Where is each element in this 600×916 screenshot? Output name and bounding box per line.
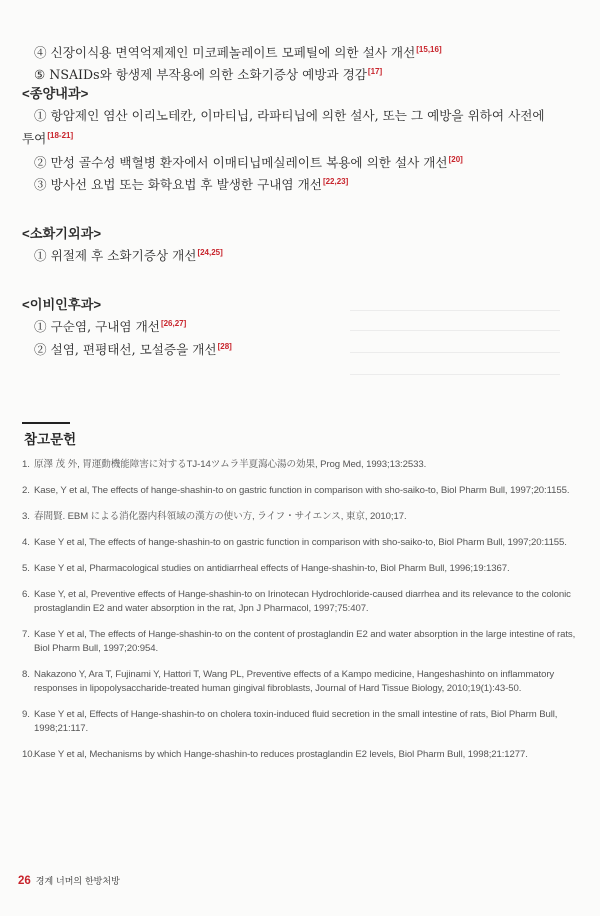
indication-item: ⑤ NSAIDs와 항생제 부작용에 의한 소화기증상 예방과 경감[17]	[34, 67, 383, 83]
page-footer	[18, 874, 120, 887]
reference-item: 6. Kase Y, et al, Preventive effects of Hange-shashin-to on Irinotecan Hydrochloride-caused diarrhea and its relevance to the colonic prostaglandin E2 and water absorption in the rat, Jpn J Pharmacol, 1997;75:407.	[22, 589, 571, 614]
reference-item: 4. Kase Y et al, The effects of hange-shashin-to on gastric function in comparison with sho-saiko-to, Biol Pharm Bull, 1997;20:1155.	[22, 537, 567, 548]
section-heading-oncology: <종양내과>	[22, 86, 89, 102]
citation[interactable]: [28]	[217, 341, 232, 351]
section-heading-ent: <이비인후과>	[22, 297, 102, 313]
bleed-through-line	[350, 310, 560, 311]
citation[interactable]: [15,16]	[416, 45, 442, 54]
book-title: 경계 너머의 한방처방	[35, 877, 120, 887]
reference-item: 3. 春間賢. EBM による消化器内科領域の漢方の使い方, ライフ・サイエンス, 東京, 2010;17.	[22, 511, 407, 522]
reference-item: 1. 原澤 茂 外, 胃運動機能障害に対するTJ-14ツムラ半夏瀉心湯の効果, Prog Med, 1993;13:2533.	[22, 459, 427, 470]
reference-item: 9. Kase Y et al, Effects of Hange-shashin-to on cholera toxin-induced fluid secretion in the small intestine of rats, Biol Pharm Bull, 1998;21:117.	[22, 709, 558, 734]
indication-item: ② 설염, 편평태선, 모설증을 개선[28]	[34, 341, 232, 357]
indication-item: 투여[18-21]	[22, 130, 74, 146]
indication-item: ③ 방사선 요법 또는 화학요법 후 발생한 구내염 개선[22,23]	[34, 176, 349, 193]
citation[interactable]: [24,25]	[197, 248, 223, 258]
citation[interactable]: [22,23]	[322, 176, 349, 186]
indication-item: ④ 신장이식용 면역억제제인 미코페놀레이트 모페틸에 의한 설사 개선[15,16]	[34, 45, 442, 61]
bleed-through-line	[350, 374, 560, 375]
reference-item: 10. Kase Y et al, Mechanisms by which Hange-shashin-to reduces prostaglandin E2 levels, Biol Pharm Bull, 1998;21:1277.	[22, 749, 528, 760]
citation[interactable]: [26,27]	[160, 319, 187, 329]
indication-item: ① 위절제 후 소화기증상 개선[24,25]	[34, 248, 223, 264]
bleed-through-line	[350, 330, 560, 331]
indication-item: ① 구순염, 구내염 개선[26,27]	[34, 319, 187, 335]
section-heading-gi-surgery: <소화기외과>	[22, 226, 102, 242]
indication-item: ② 만성 골수성 백혈병 환자에서 이매티닙메실레이트 복용에 의한 설사 개선[20]	[34, 154, 463, 170]
citation[interactable]: [18-21]	[47, 130, 74, 140]
citation[interactable]: [20]	[448, 154, 463, 164]
citation[interactable]: [17]	[367, 67, 383, 77]
reference-item: 2. Kase, Y et al, The effects of hange-shashin-to on gastric function in comparison with sho-saiko-to, Biol Pharm Bull, 1997;20:1155.	[22, 485, 570, 496]
references-title: 참고문헌	[24, 432, 77, 447]
references-list	[22, 458, 588, 774]
indication-item: ① 항암제인 염산 이리노테칸, 이마티닙, 라파티닙에 의한 설사, 또는 그 예방을 위하여 사전에	[34, 108, 545, 124]
reference-item: 8. Nakazono Y, Ara T, Fujinami Y, Hattori T, Wang PL, Preventive effects of a Kampo medicine, Hangeshashinto on inflammatory responses in lipopolysaccharide-treated human gingival fibroblasts, Journal of Hard Tissue Biology, 2010;19(1):43-50.	[22, 669, 555, 694]
reference-item: 5. Kase Y et al, Pharmacological studies on antidiarrheal effects of Hange-shashin-to, Biol Pharm Bull, 1996;19:1367.	[22, 563, 510, 574]
page-number: 26	[18, 875, 31, 887]
references-rule	[22, 422, 70, 424]
bleed-through-line	[350, 352, 560, 353]
reference-item: 7. Kase Y et al, The effects of Hange-shashin-to on the content of prostaglandin E2 and water absorption in the large intestine of rats, Biol Pharm Bull, 1997;20:954.	[22, 629, 576, 654]
